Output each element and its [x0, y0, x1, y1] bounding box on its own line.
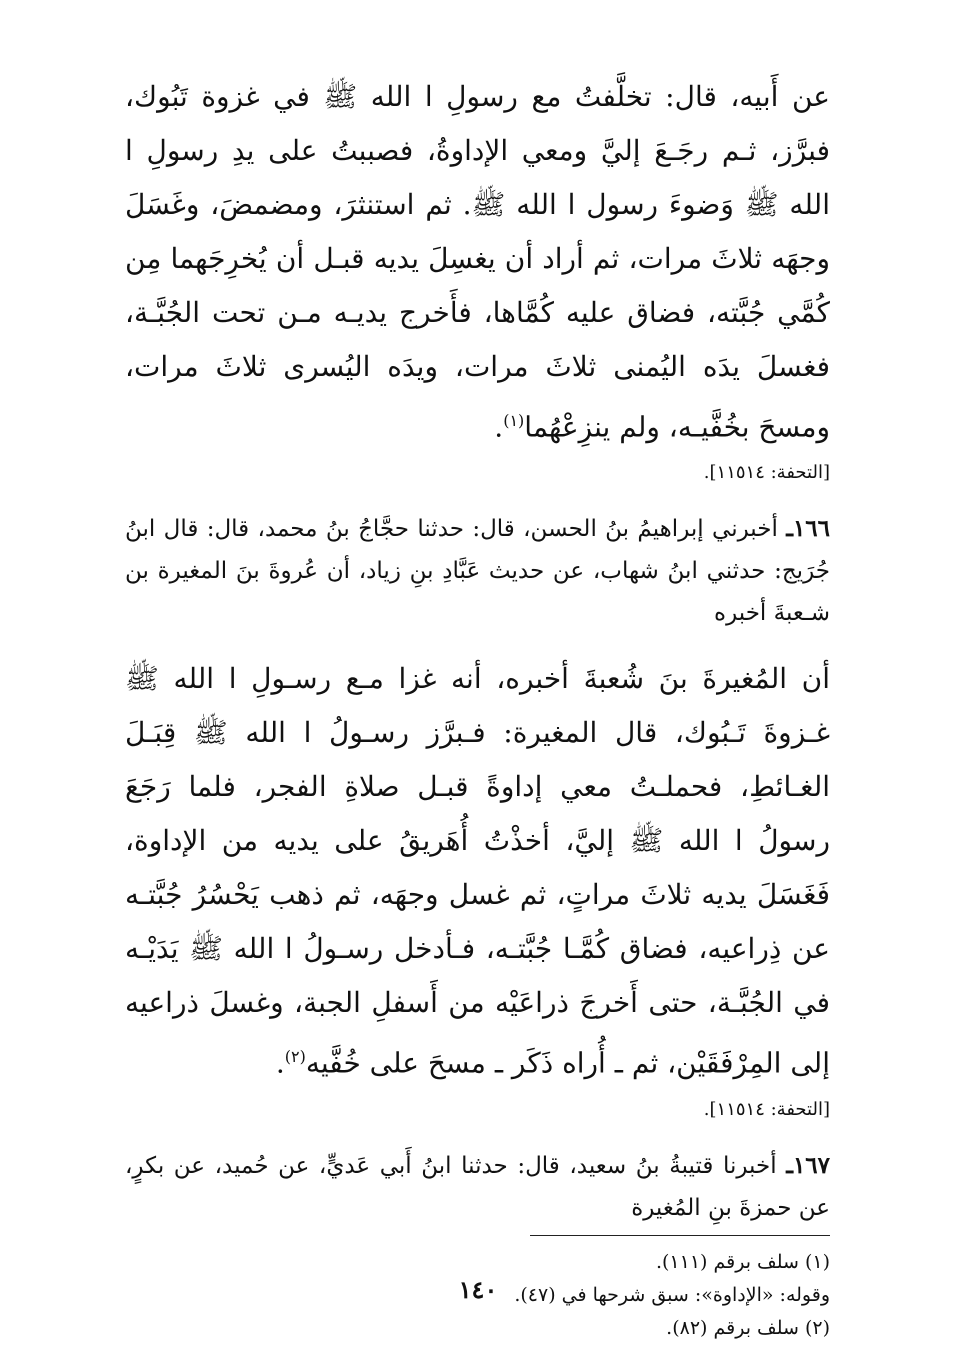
footnote-1: (١) سلف برقم (١١١). — [655, 1250, 830, 1273]
paragraph-hadith-165-body — [125, 70, 830, 454]
page-number: ١٤٠ — [458, 1275, 498, 1304]
spacer — [125, 634, 830, 652]
paragraph-text: أن المُغيرةَ بنَ شُعبةَ أخبره، أنه غزا مـع رسـولِ ا الله ﷺ غـزوةَ تَـبُوك، قال المغيرة: فـبرَّز رسـولُ ا الله ﷺ قِبَـلَ الغـائطِ، فحملـتُ معي إداوةً قبـل صلاةِ الفجر، فلما رَجَعَ رسولُ ا الله ﷺ إليَّ، أخذْتُ أُهَريقُ على يديه من الإداوة، فَغَسَلَ يديه ثلاثَ مراتٍ، ثم غسل وجهَه، ثم ذهب يَحْسُرُ جُبَّتـه عن ذِراعيه، فضاق كُمَّـا جُبَّتـه، فـأدخل رسـولُ ا الله ﷺ يَدَيْـه في الجُبَّـة، حتى أَخرجَ ذراعَيْه من أَسفلِ الجبة، وغسلَ ذراعيه إلى المِرْفَقَيْن، ثم ـ أُراه ذَكَر ـ مسحَ على خُفَّيه — [125, 662, 830, 1080]
hadith-167-isnad — [125, 1145, 830, 1229]
hadith-isnad-text: أخبرني إبراهيمُ بنُ الحسن، قال: حدثنا حجَّاجُ بنُ محمد، قال: قال ابنُ جُرَيج: حدثني ابنُ شهاب، عن حديث عَبَّادِ بنِ زياد، أن عُروةَ بنَ المغيرة بن شـعبةَ أخبره — [125, 516, 830, 627]
hadith-166-isnad — [125, 508, 830, 634]
hadith-number: ١٦٧ـ — [786, 1151, 830, 1179]
tuhfa-reference: [التحفة: ١١٥١٤]. — [703, 462, 830, 484]
hadith-isnad-text: أخبرنا قتيبةُ بنُ سعيد، قال: حدثنا ابنُ أَبي عَديٍّ، عن حُميد، عن بكرٍ، عن حمزةَ بنِ المُغيرة — [125, 1152, 830, 1221]
paragraph-end: . — [494, 410, 504, 444]
paragraph-end: . — [275, 1046, 285, 1080]
footnote-divider — [530, 1235, 830, 1236]
footnote-marker: (٢) — [284, 1047, 306, 1067]
hadith-number: ١٦٦ـ — [786, 515, 831, 543]
paragraph-hadith-166-body — [125, 652, 830, 1090]
tuhfa-reference: [التحفة: ١١٥١٤]. — [703, 1098, 830, 1120]
paragraph-text: عن أَبيه، قال: تخلَّفتُ مع رسولِ ا الله ﷺ في غزوة تَبُوك، فبرَّز، ثـم رجَـعَ إليَّ ومعي الإداوةُ، فصببتُ على يدِ رسولِ ا الله ﷺ وَضوءَ رسول ا الله ﷺ. ثم استنثرَ، ومضمضَ، وغَسَلَ وجهَه ثلاثَ مرات، ثم أراد أن يغسِلَ يديه قبـل أن يُخرِجَهما مِن كُمَّي جُبَّته، فضاق عليه كُمَّاها، فأَخرج يديـه مـن تحت الجُبَّـة، فغسلَ يدَه اليُمنى ثلاثَ مرات، ويدَه اليُسرى ثلاثَ مرات، ومسحَ بخُفَّيـه، ولم ينزِعْهُما — [125, 80, 830, 444]
footnote-1-note: وقوله: «الإداوة»: سبق شرحها في (٤٧). — [514, 1283, 830, 1306]
footnote-marker: (١) — [503, 411, 525, 430]
footnote-2: (٢) سلف برقم (٨٢). — [666, 1316, 830, 1339]
book-page — [125, 70, 831, 1339]
